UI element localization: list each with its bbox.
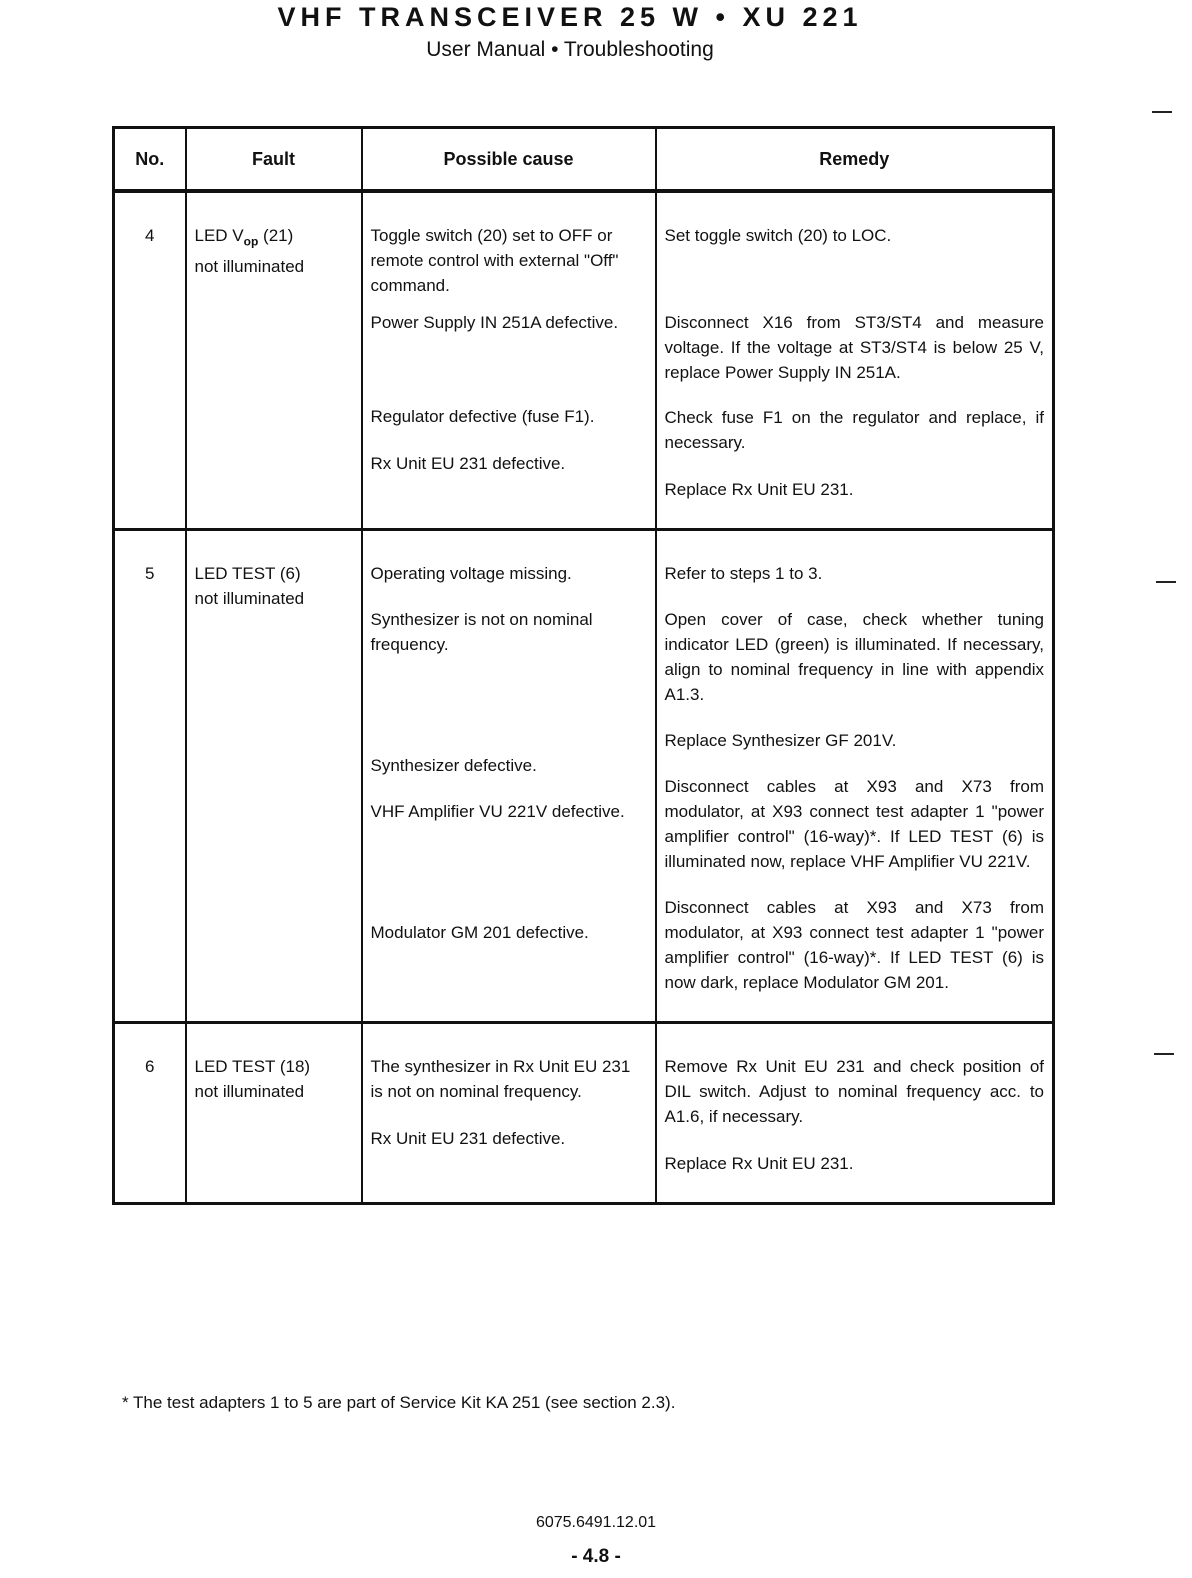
cause-item: Modulator GM 201 defective. [370, 923, 589, 942]
cause-item: Rx Unit EU 231 defective. [370, 454, 566, 473]
troubleshooting-table [112, 126, 1055, 1205]
fault-description [186, 1023, 362, 1204]
remedy-cell [656, 530, 1054, 1023]
remedy-item: Disconnect X16 from ST3/ST4 and measure voltage. If the voltage at ST3/ST4 is below 25 V, replace Power Supply IN 251A. [664, 313, 1044, 382]
remedy-item: Set toggle switch (20) to LOC. [664, 226, 892, 245]
fault-subscript: op [243, 234, 259, 249]
table-row [114, 1023, 1054, 1204]
fault-number: 4 [114, 191, 186, 530]
fault-state: not illuminated [194, 257, 305, 277]
document-number [0, 1514, 1192, 1532]
remedy-item: Check fuse F1 on the regulator and replace, if necessary. [664, 408, 1044, 452]
margin-mark [1156, 581, 1176, 583]
remedy-item: Remove Rx Unit EU 231 and check position of DIL switch. Adjust to nominal frequency acc. to A1.6, if necessary. [664, 1057, 1044, 1126]
fault-description [186, 530, 362, 1023]
remedy-cell [656, 191, 1054, 530]
column-header-remedy: Remedy [656, 128, 1054, 192]
cause-item: Synthesizer is not on nominal frequency. [370, 610, 593, 654]
remedy-item: Open cover of case, check whether tuning indicator LED (green) is illuminated. If necessary, align to nominal frequency in line with appendix A1.3. [664, 610, 1044, 704]
cause-item: The synthesizer in Rx Unit EU 231 is not on nominal frequency. [370, 1057, 631, 1101]
fault-state: not illuminated [194, 589, 305, 608]
cause-item: Power Supply IN 251A defective. [370, 313, 619, 332]
remedy-item: Disconnect cables at X93 and X73 from modulator, at X93 connect test adapter 1 "power amplifier control" (16-way)*. If LED TEST (6) is now dark, replace Modulator GM 201. [664, 898, 1044, 992]
remedy-item: Replace Rx Unit EU 231. [664, 1154, 854, 1173]
remedy-cell [656, 1023, 1054, 1204]
column-header-fault: Fault [186, 128, 362, 192]
column-header-no: No. [114, 128, 186, 192]
table-row [114, 530, 1054, 1023]
cause-item: Synthesizer defective. [370, 756, 537, 775]
footnote: * The test adapters 1 to 5 are part of Service Kit KA 251 (see section 2.3). [122, 1393, 676, 1412]
remedy-item: Refer to steps 1 to 3. [664, 564, 823, 583]
fault-description [186, 191, 362, 530]
document-number-text: 6075.6491.12.01 [535, 1514, 657, 1531]
remedy-item: Disconnect cables at X93 and X73 from modulator, at X93 connect test adapter 1 "power amplifier control" (16-way)*. If LED TEST (6) is illuminated now, replace VHF Amplifier VU 221V. [664, 777, 1044, 871]
fault-number: 5 [114, 530, 186, 1023]
margin-mark [1152, 111, 1172, 113]
fault-number: 6 [114, 1023, 186, 1204]
cause-item: Toggle switch (20) set to OFF or remote control with external "Off" command. [370, 226, 619, 295]
possible-cause-cell [362, 530, 656, 1023]
table-row [114, 191, 1054, 530]
fault-state: not illuminated [194, 1082, 305, 1101]
page-title: VHF TRANSCEIVER 25 W • XU 221 [277, 2, 863, 32]
fault-label: LED TEST (18) [194, 1057, 311, 1076]
page-number: - 4.8 - [571, 1546, 621, 1567]
remedy-item: Replace Rx Unit EU 231. [664, 480, 854, 499]
cause-item: VHF Amplifier VU 221V defective. [370, 802, 625, 821]
fault-label: LED TEST (6) [194, 564, 301, 583]
cause-item: Rx Unit EU 231 defective. [370, 1129, 566, 1148]
margin-mark [1154, 1053, 1174, 1055]
cause-item: Operating voltage missing. [370, 564, 572, 583]
possible-cause-cell [362, 1023, 656, 1204]
possible-cause-cell [362, 191, 656, 530]
cause-item: Regulator defective (fuse F1). [370, 407, 595, 426]
column-header-possible-cause: Possible cause [362, 128, 656, 192]
fault-label: LED V [194, 226, 244, 245]
fault-label-number: (21) [258, 226, 294, 245]
page-subtitle: User Manual • Troubleshooting [426, 38, 714, 61]
table-header-row [114, 128, 1054, 192]
remedy-item: Replace Synthesizer GF 201V. [664, 731, 897, 750]
